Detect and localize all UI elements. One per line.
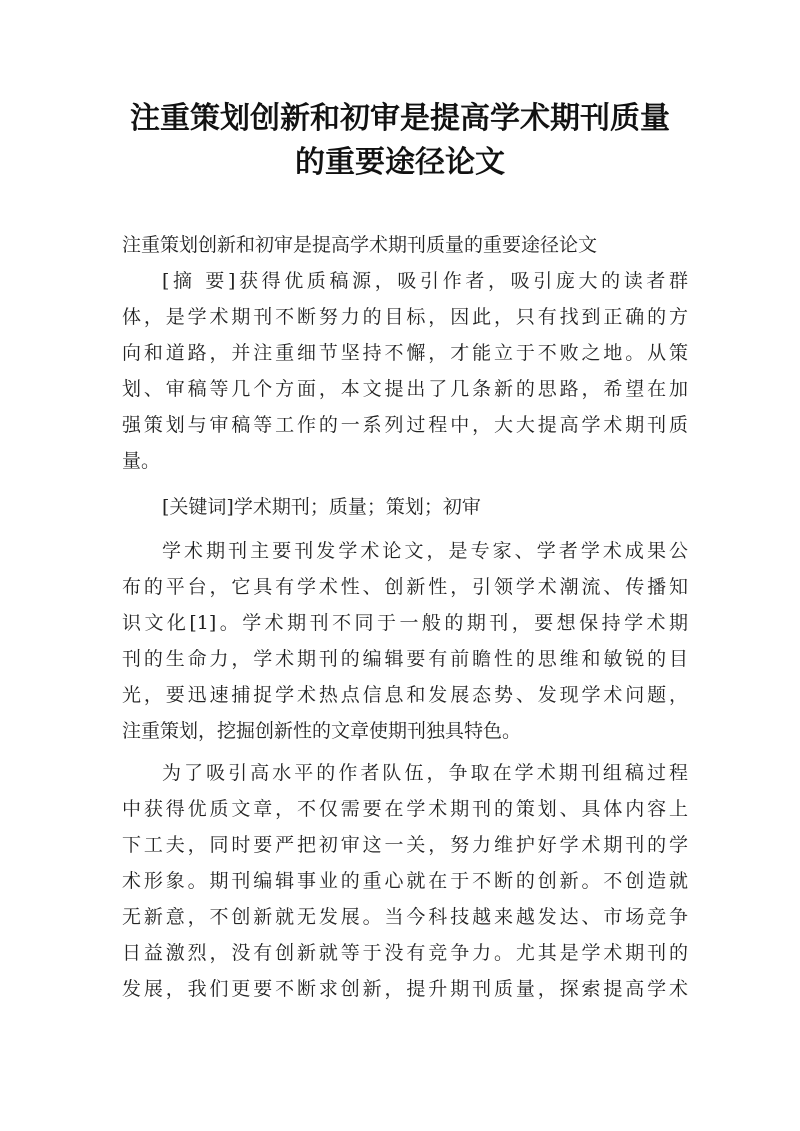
paragraph-line: [摘 要]获得优质稿源，吸引作者，吸引庞大的读者群	[162, 270, 688, 292]
paragraph-line: 刊的生命力，学术期刊的编辑要有前瞻性的思维和敏锐的目	[122, 648, 688, 670]
document-title-line-1: 注重策划创新和初审是提高学术期刊质量	[130, 101, 670, 136]
paragraph-line: 术形象。期刊编辑事业的重心就在于不断的创新。不创造就	[122, 870, 688, 892]
paragraph-line: 注重策划，挖掘创新性的文章使期刊独具特色。	[122, 720, 522, 742]
paragraph-line: 下工夫，同时要严把初审这一关，努力维护好学术期刊的学	[122, 834, 688, 856]
paragraph-line: 向和道路，并注重细节坚持不懈，才能立于不败之地。从策	[122, 342, 688, 364]
keywords-line: [关键词]学术期刊；质量；策划；初审	[162, 496, 481, 518]
paragraph-line: 量。	[122, 450, 161, 472]
paragraph-line: 发展，我们更要不断求创新，提升期刊质量，探索提高学术	[122, 978, 688, 1000]
paragraph-line: 日益激烈，没有创新就等于没有竞争力。尤其是学术期刊的	[122, 942, 688, 964]
document-heading: 注重策划创新和初审是提高学术期刊质量的重要途径论文	[122, 234, 598, 256]
paragraph-line: 体，是学术期刊不断努力的目标，因此，只有找到正确的方	[122, 306, 688, 328]
paragraph-line: 中获得优质文章，不仅需要在学术期刊的策划、具体内容上	[122, 798, 688, 820]
paragraph-line: 光，要迅速捕捉学术热点信息和发展态势、发现学术问题，	[122, 684, 688, 706]
document-title-line-2: 的重要途径论文	[295, 145, 505, 180]
paragraph-line: 布的平台，它具有学术性、创新性，引领学术潮流、传播知	[122, 576, 688, 598]
paragraph-line: 识文化[1]。学术期刊不同于一般的期刊，要想保持学术期	[122, 612, 688, 634]
paragraph-line: 为了吸引高水平的作者队伍，争取在学术期刊组稿过程	[162, 762, 688, 784]
paragraph-line: 学术期刊主要刊发学术论文，是专家、学者学术成果公	[162, 540, 688, 562]
paragraph-line: 划、审稿等几个方面，本文提出了几条新的思路，希望在加	[122, 378, 688, 400]
paragraph-line: 强策划与审稿等工作的一系列过程中，大大提高学术期刊质	[122, 414, 688, 436]
paragraph-line: 无新意，不创新就无发展。当今科技越来越发达、市场竞争	[122, 906, 688, 928]
